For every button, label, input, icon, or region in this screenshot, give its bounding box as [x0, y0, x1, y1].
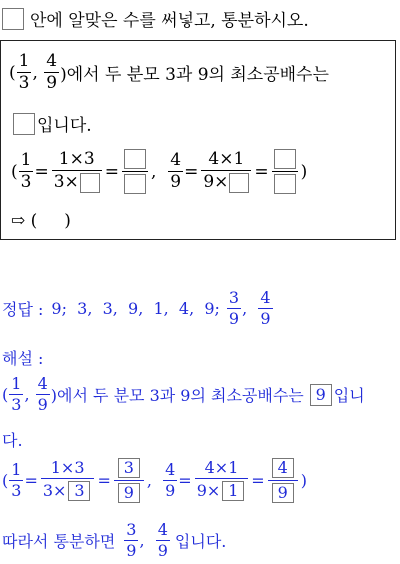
result-1-den-input[interactable]: [124, 174, 146, 194]
question-line-2: [13, 111, 92, 136]
answer-fraction-2: $\frac{4}{9}$: [260, 288, 271, 328]
expl-box-d2b: 9: [272, 483, 294, 503]
fraction-1-3-b: $\frac{1}{3}$: [20, 150, 32, 192]
expl-result-1-fraction: [114, 458, 144, 503]
arrow-answer-text: ⇨ ( ): [11, 211, 71, 231]
result-2-fraction: [272, 149, 298, 194]
result-2-num-input[interactable]: [274, 149, 296, 169]
answer-line: 정답 : 9; 3, 3, 9, 1, 4, 9; $\frac{3}{9}$ , $\frac{4}{9}$: [2, 288, 271, 328]
expl-result-2-fraction: [268, 458, 298, 503]
explanation-text-2: 입니: [333, 386, 365, 405]
lcm-blank-input[interactable]: [13, 113, 35, 135]
expl-box-d1: 3: [68, 481, 90, 501]
expl-fraction-1-3-b: $\frac{1}{3}$: [11, 460, 22, 500]
expl-box-d1b: 9: [118, 483, 140, 503]
blank-square-icon: [2, 8, 24, 30]
question-box: [0, 40, 396, 240]
explanation-text-1: )에서 두 분모 3과 9의 최소공배수는: [50, 386, 304, 405]
answer-fraction-1: $\frac{3}{9}$: [228, 288, 240, 328]
question-text-2: 입니다.: [37, 116, 92, 136]
result-2-den-input[interactable]: [274, 174, 296, 194]
conclusion-prefix: 따라서 통분하면: [2, 532, 116, 551]
explanation-line-3: ( $\frac{1}{3}$ = 1×3 3× 3 = $\frac{3}{9}$ , $\frac{4}{9}$ = 4×1 9× 1 = $\frac{4}{9}$ ): [2, 458, 307, 502]
instruction-text: 안에 알맞은 수를 써넣고, 통분하시오.: [30, 11, 309, 31]
expl-box-n1: 3: [118, 458, 140, 478]
explanation-label: 해설 :: [2, 349, 44, 368]
fraction-4-9: $\frac{4}{9}$: [46, 51, 58, 93]
instruction-line: [2, 6, 309, 31]
lcm-answer-box: 9: [310, 384, 332, 406]
fraction-1-3: $\frac{1}{3}$: [18, 51, 30, 93]
expl-fraction-4-9: $\frac{4}{9}$: [37, 374, 48, 414]
expr-2-fraction: $\frac{4\times 1}{9\times}$: [201, 151, 251, 193]
question-line-3: ( $\frac{1}{3}$ = $\frac{1\times 3}{3\times}$ = , $\frac{4}{9}$ = $\frac{4\times 1}{9\times}$ = ): [11, 148, 308, 192]
explanation-line-1: ( $\frac{1}{3}$ , $\frac{4}{9}$ )에서 두 분모 3과 9의 최소공배수는 9 입니: [2, 374, 365, 414]
expr-1-blank-input[interactable]: [80, 173, 100, 193]
conclusion-suffix: 입니다.: [174, 532, 227, 551]
explanation-text-3: 다.: [2, 431, 23, 450]
question-line-1: ( $\frac{1}{3}$ , $\frac{4}{9}$ )에서 두 분모 3과 9의 최소공배수는: [9, 51, 329, 93]
fraction-4-9-b: $\frac{4}{9}$: [170, 150, 182, 192]
expl-expr-2-fraction: 4×1 9× 1: [195, 460, 249, 501]
expr-1-fraction: $\frac{1\times 3}{3\times}$: [52, 151, 102, 193]
explanation-label-line: [2, 346, 43, 369]
answer-blank-line: [11, 211, 71, 231]
expl-box-d2: 1: [222, 481, 244, 501]
expl-fraction-4-9-b: $\frac{4}{9}$: [165, 460, 176, 500]
conclusion-fraction-1: $\frac{3}{9}$: [126, 520, 137, 560]
expl-box-n2: 4: [272, 458, 294, 478]
result-1-num-input[interactable]: [124, 149, 146, 169]
expl-fraction-1-3: $\frac{1}{3}$: [11, 374, 22, 414]
question-text-1: )에서 두 분모 3과 9의 최소공배수는: [60, 65, 329, 85]
explanation-line-2: [2, 428, 23, 451]
answer-values: 9; 3, 3, 9, 1, 4, 9;: [51, 299, 220, 318]
result-1-fraction: [122, 149, 148, 194]
answer-label: 정답 :: [2, 300, 44, 319]
conclusion-line: 따라서 통분하면 $\frac{3}{9}$ , $\frac{4}{9}$ 입니다.: [2, 520, 227, 560]
expl-expr-1-fraction: 1×3 3× 3: [41, 460, 95, 501]
expr-2-blank-input[interactable]: [229, 173, 249, 193]
conclusion-fraction-2: $\frac{4}{9}$: [157, 520, 168, 560]
